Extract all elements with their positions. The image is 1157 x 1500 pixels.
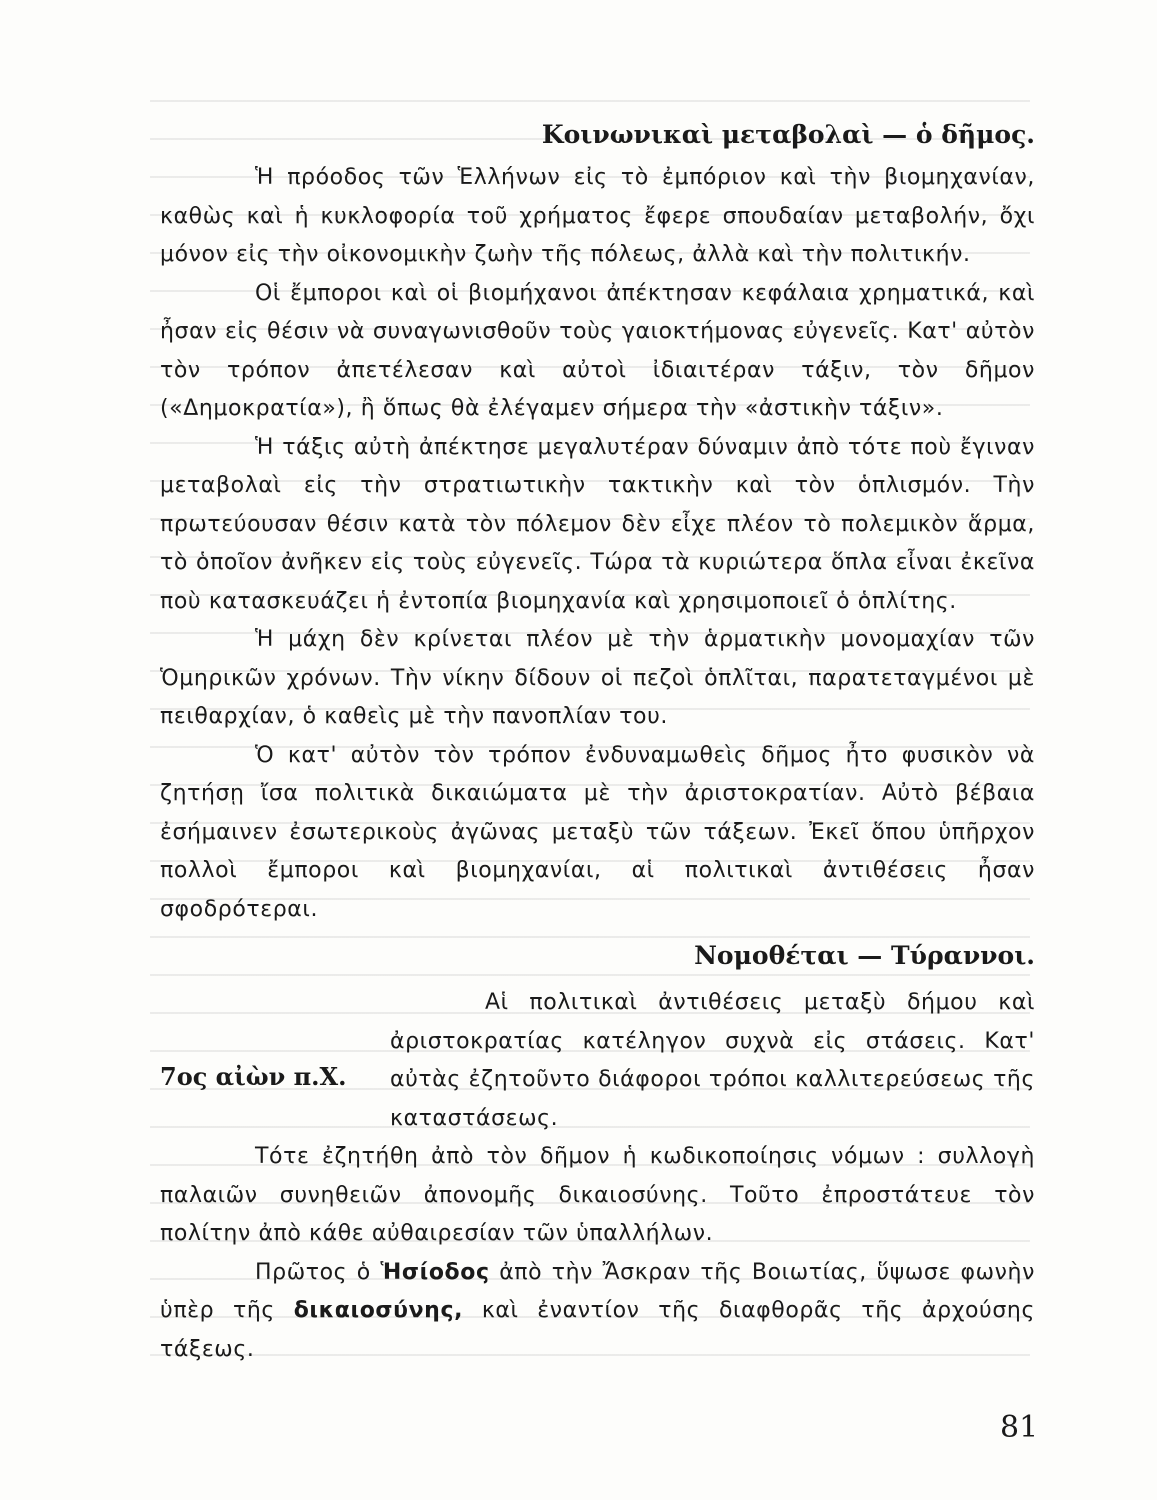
term-justice: δικαιοσύνης, — [293, 1298, 464, 1323]
text-run: Πρῶτος ὁ — [255, 1259, 381, 1285]
paragraph: Ἡ πρόοδος τῶν Ἑλλήνων εἰς τὸ ἐμπόριον καὶ τὴν βιομηχανίαν, καθὼς καὶ ἡ κυκλοφορία τοῦ χρήματος ἔφερε σπουδαίαν μεταβολήν, ὄχι μόνον εἰς τὴν οἰκονομικὴν ζωὴν τῆς πόλεως, ἀλλὰ καὶ τὴν πολιτικήν. — [160, 165, 1035, 267]
text-run: καὶ ἐναντίον τῆς διαφθορᾶς τῆς ἀρχούσης τάξεως. — [160, 1298, 1035, 1362]
paragraph: Ἡ τάξις αὐτὴ ἀπέκτησε μεγαλυτέραν δύναμιν ἀπὸ τότε ποὺ ἔγιναν μεταβολαὶ εἰς τὴν στρατιωτικὴν τακτικὴν καὶ τὸν ὁπλισμόν. Τὴν πρωτεύουσαν θέσιν κατὰ τὸν πόλεμον δὲν εἶχε πλέον τὸ πολεμικὸν ἅρμα, τὸ ὁποῖον ἀνῆκεν εἰς τοὺς εὐγενεῖς. Τώρα τὰ κυριώτερα ὅπλα εἶναι ἐκεῖνα ποὺ κατασκευάζει ἡ ἐντοπία βιομηχανία καὶ χρησιμοποιεῖ ὁ ὁπλίτης. — [160, 434, 1035, 614]
name-hesiod: Ἡσίοδος — [380, 1259, 490, 1285]
paragraph: Ὁ κατ' αὐτὸν τὸν τρόπον ἐνδυναμωθεὶς δῆμος ἦτο φυσικὸν νὰ ζητήσῃ ἴσα πολιτικὰ δικαιώματα μὲ τὴν ἀριστοκρατίαν. Αὐτὸ βέβαια ἐσήμαινεν ἐσωτερικοὺς ἀγῶνας μεταξὺ τῶν τάξεων. Ἐκεῖ ὅπου ὑπῆρχον πολλοὶ ἔμποροι καὶ βιομηχανίαι, αἱ πολιτικαὶ ἀντιθέσεις ἦσαν σφοδρότεραι. — [160, 742, 1035, 922]
paragraph: Οἱ ἔμποροι καὶ οἱ βιομήχανοι ἀπέκτησαν κεφάλαια χρηματικά, καὶ ἦσαν εἰς θέσιν νὰ συναγωνισθοῦν τοὺς γαιοκτήμονας εὐγενεῖς. Κατ' αὐτὸν τὸν τρόπον ἀπετέλεσαν καὶ αὐτοὶ ἰδιαιτέραν τάξιν, τὸν δῆμον («Δημοκρατία»), ἢ ὅπως θὰ ἐλέγαμεν σήμερα τὴν «ἀστικὴν τάξιν». — [160, 280, 1035, 421]
section-heading-lawgivers-tyrants: Νομοθέται — Τύραννοι. — [694, 941, 1035, 970]
margin-note-block — [160, 984, 1035, 1138]
paragraph: Ἡ μάχη δὲν κρίνεται πλέον μὲ τὴν ἁρματικὴν μονομαχίαν τῶν Ὁμηρικῶν χρόνων. Τὴν νίκην δίδουν οἱ πεζοὶ ὁπλῖται, παρατεταγμένοι μὲ πειθαρχίαν, ὁ καθεὶς μὲ τὴν πανοπλίαν του. — [160, 627, 1035, 729]
page-content — [160, 110, 1035, 1369]
text-run: ἀπὸ τὴν Ἄσκραν τῆς Βοιωτίας, ὕψωσε φωνὴν ὑπὲρ τῆς — [160, 1259, 1035, 1323]
section-heading-social-changes: Κοινωνικαὶ μεταβολαὶ — ὁ δῆμος. — [541, 120, 1035, 149]
paragraph — [160, 1254, 1035, 1370]
margin-note-century: 7ος αἰὼν π.Χ. — [160, 1062, 347, 1091]
page-number: 81 — [1000, 1410, 1039, 1445]
paragraph: Αἱ πολιτικαὶ ἀντιθέσεις μεταξὺ δήμου καὶ ἀριστοκρατίας κατέληγον συχνὰ εἰς στάσεις. Κατ' αὐτὰς ἐζητοῦντο διάφοροι τρόποι καλλιτερεύσεως τῆς καταστάσεως. — [390, 990, 1035, 1131]
paragraph: Τότε ἐζητήθη ἀπὸ τὸν δῆμον ἡ κωδικοποίησις νόμων : συλλογὴ παλαιῶν συνηθειῶν ἀπονομῆς δικαιοσύνης. Τοῦτο ἐπροστάτευε τὸν πολίτην ἀπὸ κάθε αὐθαιρεσίαν τῶν ὑπαλλήλων. — [160, 1144, 1035, 1246]
